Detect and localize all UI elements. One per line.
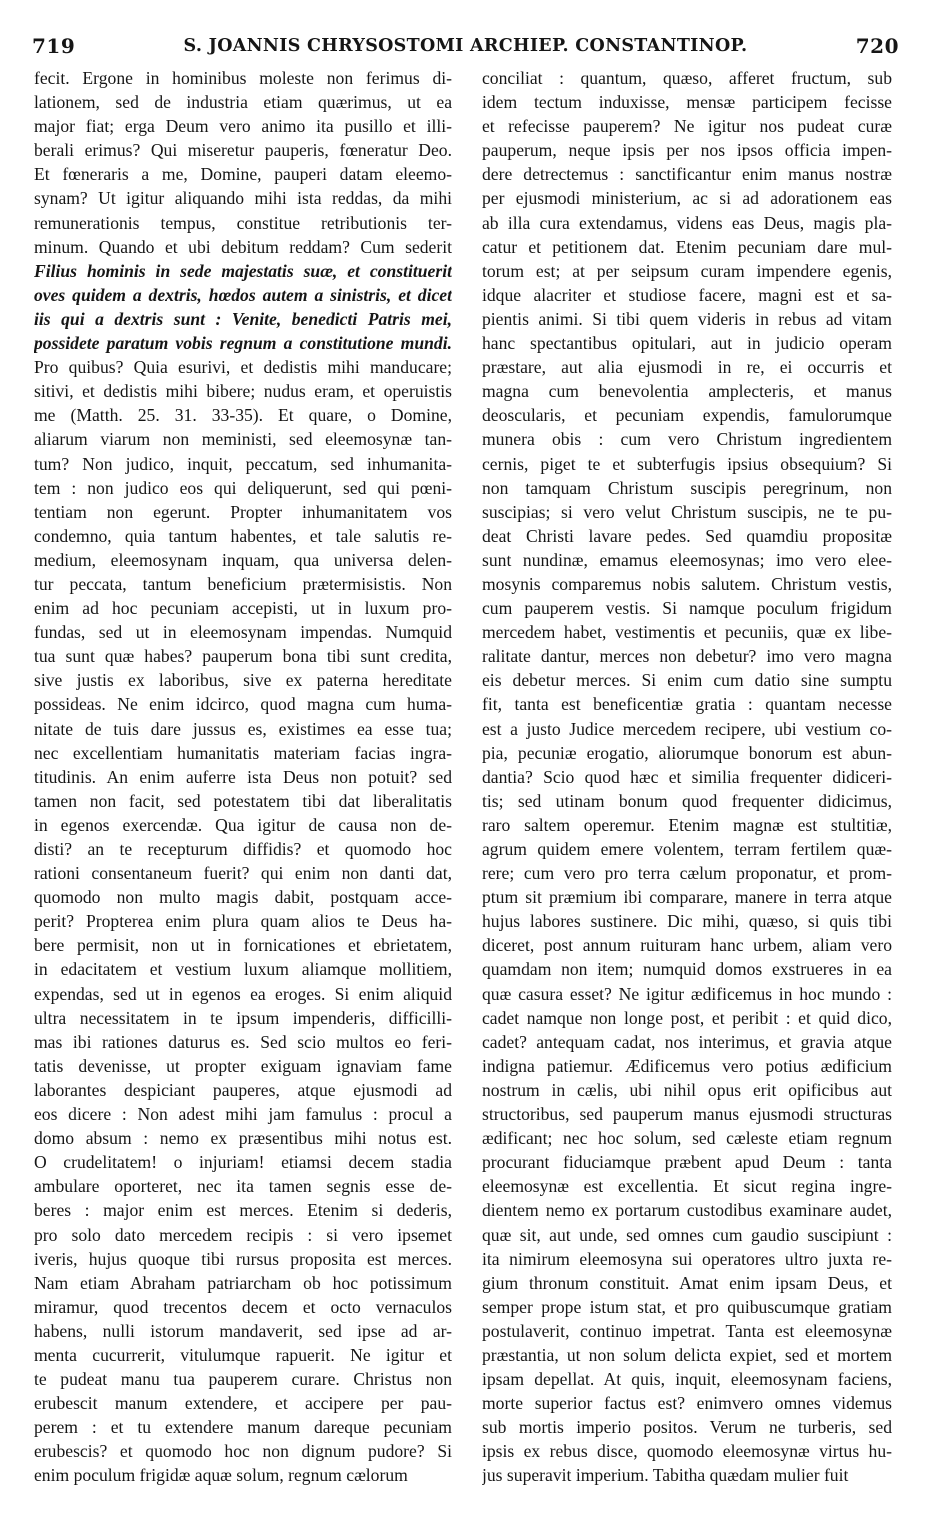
- text-line: est a justo Judice mercedem recipere, ubi vestium co-: [482, 718, 892, 739]
- text-line: morte superior factus est? enimvero omnes videmus: [482, 1393, 892, 1414]
- text-line: suscipias; si vero velut Christum suscipis, ne te pu-: [482, 501, 892, 522]
- text-line: sive justis ex laboribus, sive ex paterna hereditate: [34, 670, 452, 691]
- text-line: remunerationis tempus, constitue retributionis ter-: [34, 212, 452, 233]
- text-line: nec excellentiam humanitatis materiam facias ingra-: [34, 742, 452, 763]
- text-line: rationi consentaneum fuerit? qui enim non danti dat,: [34, 863, 452, 884]
- text-line: beres : major enim est merces. Etenim si dederis,: [34, 1200, 452, 1221]
- text-line: munera obis : cum vero Christum ingredientem: [482, 429, 892, 450]
- text-line: quæ casura esset? Ne igitur ædificemus in hoc mundo :: [482, 983, 892, 1004]
- text-line: oves quidem a dextris, hœdos autem a sinistris, et dicet: [34, 284, 452, 305]
- text-line: me (Matth. 25. 31. 33-35). Et quare, o Domine,: [34, 405, 452, 426]
- text-line: torum est; at per seipsum curam impendere egenis,: [482, 260, 892, 281]
- text-line: cadet namque non longe post, et peribit : et quid dico,: [482, 1007, 892, 1028]
- text-line: fundas, sed ut in eleemosynam impendas. Numquid: [34, 622, 452, 643]
- text-line: habens, nulli istorum mandaverit, sed ipse ad ar-: [34, 1320, 452, 1341]
- text-line: bere permisit, non ut in fornicationes et ebrietatem,: [34, 935, 452, 956]
- text-line: ultra necessitatem in te ipsum impenderis, difficilli-: [34, 1007, 452, 1028]
- text-line: erubescit manum extendere, et accipere per pau-: [34, 1393, 452, 1414]
- page-header: [32, 34, 899, 64]
- text-line: Pro quibus? Quia esurivi, et dedistis mihi manducare;: [34, 357, 452, 378]
- text-line: fecit. Ergone in hominibus moleste non ferimus di-: [34, 68, 452, 88]
- text-line: ambulare oporteret, nec ita tamen segnis esse de-: [34, 1176, 452, 1197]
- text-line: nostrum in cælis, ubi nihil opus erit opificibus aut: [482, 1079, 892, 1100]
- text-line: miramur, quod trecentos decem et octo vernaculos: [34, 1296, 452, 1317]
- text-line: aliarum viarum non meministi, sed eleemosynæ tan-: [34, 429, 452, 450]
- text-line: per ejusmodi ministerium, ac si ad adorationem eas: [482, 188, 892, 209]
- text-line: dere detrectemus : sanctificantur enim manus nostræ: [482, 164, 892, 185]
- text-line: cum pauperem vestis. Si namque poculum frigidum: [482, 598, 892, 619]
- text-line: diceret, post annum ruituram hanc urbem, aliam vero: [482, 935, 892, 956]
- page-number-right: 720: [855, 34, 899, 58]
- text-line: non tamquam Christum suscipis peregrinum, non: [482, 477, 892, 498]
- text-line: structoribus, sed pauperum manus ejusmodi structuras: [482, 1104, 892, 1125]
- text-line: rere; cum vero pro terra cælum proponatur, et prom-: [482, 863, 892, 884]
- text-line: nitate de tuis dare jussus es, existimes ea esse tua;: [34, 718, 452, 739]
- text-line: pia, pecuniæ erogatio, aliorumque bonorum est abun-: [482, 742, 892, 763]
- text-line: præstare, aut alia ejusmodi in re, ei occurris et: [482, 357, 892, 378]
- text-line: quamdam non item; numquid domos exstrueres in ea: [482, 959, 892, 980]
- text-line: eos dicere : Non adest mihi jam famulus : procul a: [34, 1104, 452, 1125]
- text-line: tur peccata, tantum beneficium prætermisistis. Non: [34, 573, 452, 594]
- text-line: iis qui a dextris sunt : Venite, benedicti Patris mei,: [34, 308, 452, 329]
- text-line: ædificant; nec hoc solum, sed cæleste etiam regnum: [482, 1128, 892, 1149]
- text-line: medium, eleemosynam inquam, qua universa delen-: [34, 549, 452, 570]
- text-line: indigna patiemur. Ædificemus vero potius ædificium: [482, 1055, 892, 1076]
- text-line: Et fœneraris a me, Domine, pauperi datam eleemo-: [34, 164, 452, 185]
- text-line: ab illa cura extendamus, videns eas Deus, magis pla-: [482, 212, 892, 233]
- text-line: minum. Quando et ubi debitum reddam? Cum sederit: [34, 236, 452, 257]
- text-line: te pudeat manu tua pauperem curare. Christus non: [34, 1369, 452, 1390]
- text-line: Nam etiam Abraham patriarcham ob hoc potissimum: [34, 1272, 452, 1293]
- text-line: sunt nundinæ, emamus eleemosynas; imo vero elee-: [482, 549, 892, 570]
- text-line: ipsis ex rebus disce, quomodo eleemosynæ virtus hu-: [482, 1441, 892, 1462]
- text-line: in egenos exercendæ. Qua igitur de causa non de-: [34, 814, 452, 835]
- text-line: ralitate dantur, merces non debetur? imo vero magna: [482, 646, 892, 667]
- text-line: tem : non judico eos qui deliquerunt, sed qui pœni-: [34, 477, 452, 498]
- text-line: eis debetur merces. Si enim cum datio sine sumptu: [482, 670, 892, 691]
- text-line: procurant fiduciamque præbent apud Deum : tanta: [482, 1152, 892, 1173]
- text-line: tis; sed utinam bonum quod frequenter didicimus,: [482, 790, 892, 811]
- text-line: domo absum : nemo ex præsentibus mihi notus est.: [34, 1128, 452, 1149]
- text-line: eleemosynæ est excellentia. Et sicut regina ingre-: [482, 1176, 892, 1197]
- text-line: disti? an te recepturum diffidis? et quomodo hoc: [34, 839, 452, 859]
- text-line: pauperum, neque ipsis per nos ipsos officia impen-: [482, 140, 892, 161]
- text-line: perit? Propterea enim plura quam alios te Deus ha-: [34, 911, 452, 932]
- text-line: dantia? Scio quod hæc et similia frequenter didiceri-: [482, 766, 892, 787]
- text-line: perem : et tu extendere manum dareque pecuniam: [34, 1417, 452, 1438]
- text-line: O crudelitatem! o injuriam! etiamsi decem stadia: [34, 1152, 452, 1173]
- text-line: cernis, piget te et subterfugis ipsius obsequium? Si: [482, 453, 892, 474]
- text-line: idem tectum induxisse, mensæ participem fecisse: [482, 92, 892, 113]
- text-line: semper prope istum stat, et pro quibuscumque gratiam: [482, 1296, 892, 1317]
- text-line: raro saltem operemur. Etenim magnæ est stultitiæ,: [482, 814, 892, 835]
- text-line: mercedem habet, vestimentis et pecuniis, quæ ex libe-: [482, 622, 892, 643]
- text-line: mosynis comparemus nobis salutem. Christum vestis,: [482, 573, 892, 594]
- text-line: hujus labores sustinere. Dic mihi, quæso, si quis tibi: [482, 911, 892, 932]
- text-line: tamen non facit, sed potestatem tibi dat liberalitatis: [34, 790, 452, 811]
- text-line: catur et petitionem dat. Etenim pecuniam dare mul-: [482, 236, 892, 257]
- text-line: hanc spectantibus opitulari, aut in judicio operam: [482, 333, 892, 354]
- text-line: titudinis. An enim auferre ista Deus non potuit? sed: [34, 766, 452, 787]
- text-line: iveris, hujus quoque tibi rursus proposita est merces.: [34, 1248, 452, 1269]
- left-text-column: [34, 66, 452, 1488]
- text-line: jus superavit imperium. Tabitha quædam mulier fuit: [482, 1465, 849, 1486]
- text-line: sub mortis imperio positos. Verum ne turberis, sed: [482, 1417, 892, 1438]
- text-line: tatis devenisse, ut propter exiguam ignaviam fame: [34, 1055, 452, 1076]
- text-line: possidete paratum vobis regnum a constitutione mundi.: [34, 333, 452, 354]
- text-line: ptum sit præmium ibi comparare, manere in terra atque: [482, 887, 892, 908]
- text-line: gium thronum constituit. Amat enim ipsam Deus, et: [482, 1272, 892, 1293]
- text-line: ipsam depellat. At quis, inquit, eleemosynam faciens,: [482, 1369, 892, 1390]
- text-line: condemno, quia tantum habentes, et tale salutis re-: [34, 525, 452, 546]
- text-line: cadet? antequam cadat, nos interimus, et gravia atque: [482, 1031, 892, 1052]
- text-line: expendas, sed ut in egenos ea eroges. Si enim aliquid: [34, 983, 452, 1004]
- text-line: deat Christi lavare pedes. Sed quamdiu propositæ: [482, 525, 892, 546]
- text-line: præstantia, ut non solum delicta expiet, sed et mortem: [482, 1344, 892, 1365]
- text-line: deoscularis, et pecuniam expendis, famulorumque: [482, 405, 892, 426]
- text-line: major fiat; erga Deum vero animo ita pusillo et illi-: [34, 116, 452, 137]
- text-line: postulaverit, continuo impetrat. Tanta est eleemosynæ: [482, 1320, 892, 1341]
- text-line: agrum quidem emere volentem, terram fertilem quæ-: [482, 839, 892, 859]
- text-line: Filius hominis in sede majestatis suæ, et constituerit: [34, 260, 452, 281]
- text-line: laborantes despiciant pauperes, atque ejusmodi ad: [34, 1079, 452, 1100]
- text-line: conciliat : quantum, quæso, afferet fructum, sub: [482, 68, 892, 88]
- text-line: synam? Ut igitur aliquando mihi ista reddas, da mihi: [34, 188, 452, 209]
- text-line: enim poculum frigidæ aquæ solum, regnum cælorum: [34, 1465, 408, 1486]
- right-text-column: [482, 66, 892, 1488]
- text-line: enim ad hoc pecuniam accepisti, ut in luxum pro-: [34, 598, 452, 619]
- text-line: ita nimirum eleemosyna sui operatores ultro juxta re-: [482, 1248, 892, 1269]
- text-line: tua sunt quæ habes? pauperum bona tibi sunt credita,: [34, 646, 452, 667]
- text-line: menta cucurrerit, vitulumque rapuerit. Ne igitur et: [34, 1344, 452, 1365]
- text-line: in edacitatem et vestium luxum aliamque mollitiem,: [34, 959, 452, 980]
- text-line: dientem nemo ex portarum custodibus examinare audet,: [482, 1200, 892, 1221]
- page-number-left: 719: [32, 34, 76, 58]
- text-line: berali erimus? Qui miseretur pauperis, fœneratur Deo.: [34, 140, 452, 161]
- text-line: quomodo non multo magis dabit, postquam acce-: [34, 887, 452, 908]
- running-title: S. JOANNIS CHRYSOSTOMI ARCHIEP. CONSTANTINOP.: [183, 36, 748, 56]
- text-line: tum? Non judico, inquit, peccatum, sed inhumanita-: [34, 453, 452, 474]
- text-line: possideas. Ne enim idcirco, quod magna cum huma-: [34, 694, 452, 715]
- text-line: magna cum benevolentia amplecteris, et manus: [482, 381, 892, 402]
- text-line: mas ibi rationes daturus es. Sed scio multos eo feri-: [34, 1031, 452, 1052]
- text-line: tentiam non egerunt. Propter inhumanitatem vos: [34, 501, 452, 522]
- text-line: pientis animi. Si tibi quem videris in rebus ad vitam: [482, 308, 892, 329]
- text-line: fit, tanta est beneficentiæ gratia : quantam necesse: [482, 694, 892, 715]
- text-line: lationem, sed de industria etiam quærimus, ut ea: [34, 92, 452, 113]
- text-line: idque alacriter et studiose facere, magni est et sa-: [482, 284, 892, 305]
- text-line: quæ sit, aut unde, sed omnes cum gaudio suscipiunt :: [482, 1224, 892, 1245]
- text-line: sitivi, et dedistis mihi bibere; nudus eram, et operuistis: [34, 381, 452, 402]
- text-line: erubescis? et quomodo hoc non dignum pudore? Si: [34, 1441, 452, 1462]
- text-line: pro solo dato mercedem recipis : si vero ipsemet: [34, 1224, 452, 1245]
- text-line: et refecisse pauperem? Ne igitur nos pudeat curæ: [482, 116, 892, 137]
